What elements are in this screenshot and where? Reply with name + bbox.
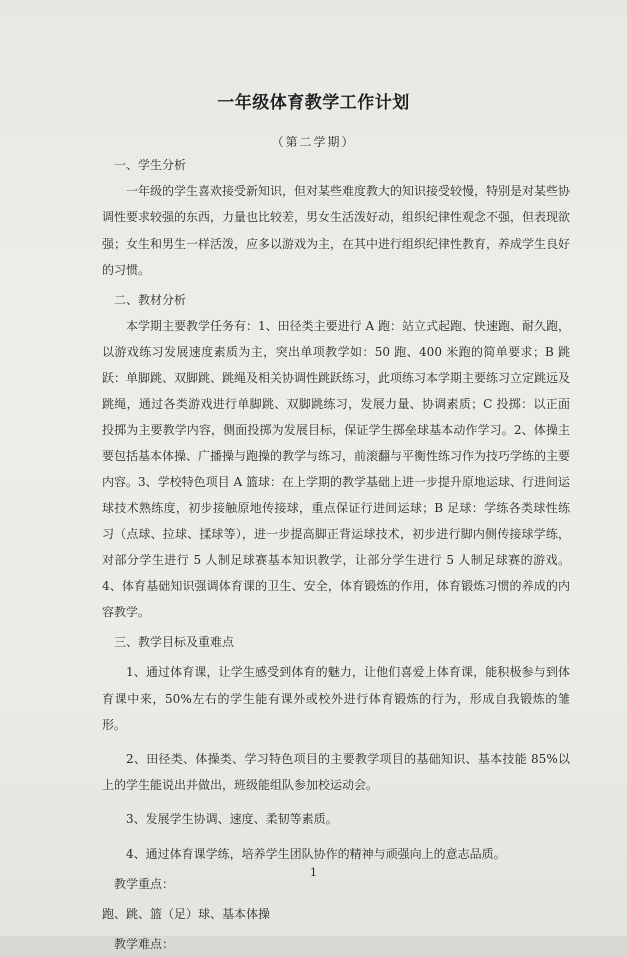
document-title: 一年级体育教学工作计划 [217, 93, 410, 113]
document-body [102, 152, 570, 957]
goal-item-1: 1、通过体育课，让学生感受到体育的魅力，让他们喜爱上体育课，能积极参与到体育课中来，50%左右的学生能有课外或校外进行体育锻炼的行为，形成自我锻炼的雏形。 [102, 665, 570, 732]
key-points-label: 教学重点： [114, 876, 175, 891]
goal-item-4: 4、通过体育课学练，培养学生团队协作的精神与顽强向上的意志品质。 [126, 846, 506, 861]
goal-item-2: 2、田径类、体操类、学习特色项目的主要教学项目的基础知识、基本技能 85%以上的学生能说出并做出，班级能组队参加校运动会。 [102, 752, 570, 793]
goal-item-3: 3、发展学生协调、速度、柔韧等素质。 [126, 812, 338, 827]
document-subtitle: （第二学期） [271, 135, 356, 149]
paragraph-material-analysis: 本学期主要教学任务有：1、田径类主要进行 A 跑：站立式起跑、快速跑、耐久跑，以游戏练习发展速度素质为主，突出单项教学如：50 跑、400 米跑的简单要求；B 跳跃：单脚跳、双脚跳、跳绳及相关协调性跳跃练习，此项练习本学期主要练习立定跳远及跳绳，通过各类游戏进行单脚跳、双脚跳练习，发展力量、协调素质；C 投掷：以正面投掷为主要教学内容，侧面投掷为发展目标，保证学生掷垒球基本动作学习。2、体操主要包括基本体操、广播操与跑操的教学与练习，前滚翻与平衡性练习作为技巧学练的主要内容。3、学校特色项目 A 篮球：在上学期的教学基础上进一步提升原地运球、行进间运球技术熟练度，初步接触原地传接球，重点保证行进间运球；B 足球：学练各类球性练习（点球、拉球、揉球等），进一步提高脚正背运球技术，初步进行脚内侧传接球学练，对部分学生进行 5 人制足球赛基本知识教学，让部分学生进行 5 人制足球赛的游戏。4、体育基础知识强调体育课的卫生、安全，体育锻炼的作用，体育锻炼习惯的养成的内容教学。 [102, 319, 571, 620]
paragraph-student-analysis: 一年级的学生喜欢接受新知识，但对某些难度教大的知识接受较慢，特别是对某些协调性要求较强的东西，力量也比较差，男女生活泼好动，组织纪律性观念不强，但表现欲强；女生和男生一样活泼，应多以游戏为主，在其中进行组织纪律性教育，养成学生良好的习惯。 [102, 184, 571, 277]
section-heading-goals: 三、教学目标及重难点 [114, 635, 235, 650]
difficulties-label: 教学难点： [114, 937, 175, 952]
section-heading-material-analysis: 二、教材分析 [114, 293, 187, 308]
page-number: 1 [310, 866, 317, 879]
section-heading-student-analysis: 一、学生分析 [114, 158, 187, 172]
key-points-text: 跑、跳、篮（足）球、基本体操 [102, 907, 271, 922]
